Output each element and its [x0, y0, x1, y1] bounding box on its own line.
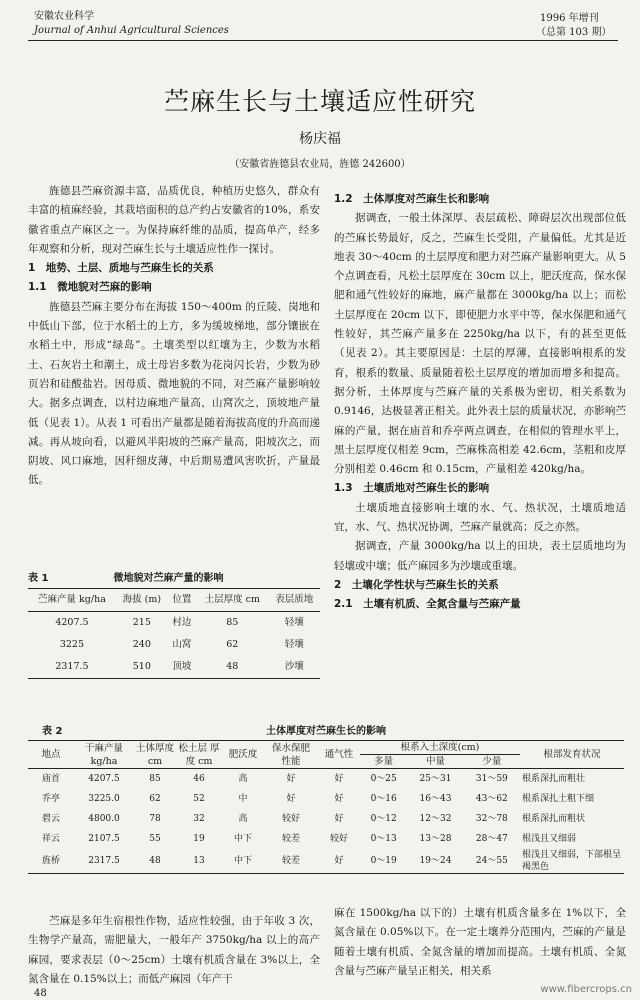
- section-1-3-paragraph-2: 据调查，产量 3000kg/ha 以上的田块，表土层质地均为轻壤或中壤；低产麻园多为沙壤或重壤。: [334, 540, 626, 572]
- section-1-2-paragraph: 据调查，一般土体深厚、表层疏松、障碍层次出现部位低的苎麻长势最好，反之，苎麻生长受阻，产量偏低。尤其是近地表 30～40cm 的土层厚度和肥力对苎麻产量影响更大。从 5 个点调查看，凡松土层厚度在 30cm 以上，肥沃度高，保水保肥和通气性较好的麻地，麻产量都在 3000kg/ha 以上；而松土层厚度在 20cm 以下，即使肥力水平中等，保水保肥和通气性较好，其苎麻产量多在 2250kg/ha 以下，有的甚至更低（见表 2）。其主要原因是：土层的厚薄，直接影响根系的发育，根系的数量、质量随着松土层厚度的增加而增多和提高。据分析，土体厚度与苎麻产量的关系极为密切，相关系数为 0.9146，达极显著正相关。此外表土层的质量状况，亦影响苎麻的产量，据在庙首和乔亭两点调查，在相似的管理水平上，黑土层厚度仅相差 9cm，苎麻株高相差 42.6cm，茎粗和皮厚分别相差 0.46cm 和 0.15cm，产量相差 420kg/ha。: [334, 212, 626, 476]
- table-1-caption-row: [28, 566, 320, 585]
- bottom-left-paragraph: 苎麻是多年生宿根性作物，适应性较强，由于年收 3 次，生物学产量高，需肥量大，一般年产 3750kg/ha 以上的高产麻园，要求表层（0～25cm）土壤有机质含量在 3%以上，全氮含量在 0.15%以上；而低产麻园（年产干: [28, 915, 320, 985]
- journal-name-en: Journal of Anhui Agricultural Sciences: [34, 25, 229, 36]
- table-cell: 轻壤: [284, 639, 304, 650]
- table-1-header-row: [28, 589, 320, 612]
- table-cell: 高: [238, 814, 248, 824]
- article-author: 杨庆福: [299, 131, 341, 147]
- table-2-header: 通气性: [324, 749, 354, 760]
- table-1-header: 海拔 (m): [122, 594, 162, 605]
- table-cell: 16～43: [419, 794, 452, 804]
- section-1-1-heading: 1.1 微地貌对苎麻的影响: [28, 281, 152, 294]
- article-affiliation: （安徽省旌德县农业局，旌德 242600）: [229, 159, 411, 170]
- table-2-header: 根系入土深度(cm): [360, 741, 520, 755]
- table-cell: 240: [132, 639, 151, 650]
- table-cell: 好: [334, 794, 344, 804]
- table-cell: 55: [149, 834, 161, 844]
- table-cell: 78: [149, 814, 161, 824]
- table-cell: 85: [149, 774, 161, 784]
- header-rule: [28, 40, 618, 41]
- table-cell: 510: [132, 661, 151, 672]
- table-cell: 19: [193, 834, 205, 844]
- table-1-grid: [28, 588, 320, 679]
- table-cell: 31～59: [475, 774, 508, 784]
- section-1-3-paragraph-1: 土壤质地直接影响土壤的水、气、热状况，土壤质地适宜，水、气、热状况协调，苎麻产量就高；反之亦然。: [334, 501, 626, 534]
- table-cell: 13: [193, 856, 205, 866]
- table-cell: 高: [238, 774, 248, 784]
- table-2-subheader: 少量: [482, 756, 502, 767]
- table-2-header: 根部发育状况: [543, 749, 601, 760]
- table-cell: 中下: [233, 856, 252, 866]
- table-row: [28, 634, 320, 656]
- table-cell: 沙壤: [284, 661, 304, 672]
- table-cell: 根浅且又细弱，下部根呈褐黑色: [522, 850, 622, 872]
- table-1: [28, 566, 320, 679]
- table-row: [28, 612, 320, 635]
- table-cell: 62: [226, 639, 239, 650]
- table-2-header: 干麻产量 kg/ha: [84, 742, 123, 767]
- table-cell: 碧云: [41, 814, 60, 824]
- table-cell: 3225: [59, 639, 85, 650]
- table-cell: 52: [193, 794, 205, 804]
- table-cell: 19～24: [419, 856, 452, 866]
- table-cell: 好: [334, 856, 344, 866]
- table-cell: 4207.5: [88, 774, 120, 784]
- table-cell: 好: [286, 774, 296, 784]
- table-cell: 24～55: [475, 856, 508, 866]
- table-2-header: 土体厚度 cm: [136, 742, 175, 767]
- table-cell: 46: [193, 774, 205, 784]
- intro-paragraph: 旌德县苎麻资源丰富，品质优良，种植历史悠久，群众有丰富的植麻经验，其栽培面积的总产约占安徽省的10%，系安徽省重点产麻区之一。为保持麻纤维的品质，提高单产，经多年观察和分析，现对苎麻生长与土壤适应性作一探讨。: [28, 185, 320, 255]
- issue-label: 1996 年增刊: [540, 13, 599, 24]
- table-cell: 28～47: [475, 834, 508, 844]
- page-number: 48: [34, 988, 47, 999]
- table-cell: 顶坡: [172, 661, 192, 672]
- table-2-grid: [28, 740, 624, 874]
- table-2-header: 保水保肥 性能: [271, 742, 310, 767]
- table-2: [28, 722, 624, 874]
- table-2-header-row: [28, 741, 624, 755]
- table-1-header: 苎麻产量 kg/ha: [38, 594, 106, 605]
- left-column: [28, 182, 320, 491]
- journal-name-cn: 安徽农业科学: [34, 11, 94, 22]
- table-1-header: 表层质地: [275, 594, 314, 605]
- table-2-header: 肥沃度: [228, 749, 258, 760]
- section-1-1-paragraph: 旌德县苎麻主要分布在海拔 150～400m 的丘陵、岗地和中低山下部，位于水稻土的上方，多为缓坡梯地，部分镶嵌在水稻土中，形成“绿岛”。土壤类型以红壤为主，少数为水稻土、石灰岩土和潮土，成土母岩多数为花岗闪长岩，少数为砂页岩和硅酸盐岩。因母质、微地貌的不同，对苎麻产量影响较大。据多点调查，以村边麻地产量高，山窝次之，顶坡地产量低（见表 1）。从表 1 可看出产量都是随着海拔高度的升高而递减。再从坡向看，以避风半阳坡的苎麻产量高，阳坡次之，而阴坡、风口麻地，因秆细皮薄，中后期易遭风害吹折，产量最低。: [28, 300, 320, 487]
- table-cell: 山窝: [172, 639, 192, 650]
- right-column: [334, 190, 626, 615]
- table-cell: 13～28: [419, 834, 452, 844]
- watermark: www.fibercrops.cn: [540, 984, 632, 995]
- table-cell: 乔亭: [41, 794, 60, 804]
- table-1-number: 表 1: [28, 573, 49, 584]
- table-cell: 根系深扎土粗下细: [522, 794, 595, 804]
- table-1-header: 位置: [172, 594, 192, 605]
- table-cell: 轻壤: [284, 617, 304, 628]
- table-cell: 0～25: [370, 774, 397, 784]
- bottom-right-paragraph: 麻在 1500kg/ha 以下的）土壤有机质含量多在 1%以下，全氮含量在 0.05%以下。在一定土壤养分范围内，苎麻的产量是随着土壤有机质、全氮含量的增加而提高。土壤有机质、全氮含量与苎麻产量呈正相关，相关系: [334, 907, 626, 977]
- table-cell: 较好: [329, 834, 348, 844]
- section-2-1-heading: 2.1 土壤有机质、全氮含量与苎麻产量: [334, 598, 521, 611]
- table-row: [28, 789, 624, 809]
- section-1-heading: 1 地势、土层、质地与苎麻生长的关系: [28, 262, 214, 275]
- table-cell: 3225.0: [88, 794, 120, 804]
- table-2-number: 表 2: [42, 726, 63, 737]
- table-2-header: 松土层 厚度 cm: [178, 742, 220, 767]
- table-cell: 4800.0: [88, 814, 120, 824]
- table-cell: 庙首: [41, 774, 60, 784]
- bottom-right-column: [334, 904, 626, 981]
- table-cell: 村边: [172, 617, 192, 628]
- table-cell: 48: [149, 856, 161, 866]
- table-cell: 2317.5: [55, 661, 89, 672]
- table-cell: 根浅且又细弱: [522, 834, 577, 844]
- table-2-caption: 土体厚度对苎麻生长的影响: [266, 726, 386, 737]
- article-title: 苎麻生长与土壤适应性研究: [163, 87, 476, 116]
- table-cell: 较好: [281, 814, 300, 824]
- total-issue-label: （总第 103 期）: [536, 27, 612, 38]
- table-cell: 12～32: [419, 814, 452, 824]
- table-2-subheader: 中量: [425, 756, 445, 767]
- section-1-3-heading: 1.3 土壤质地对苎麻生长的影响: [334, 482, 490, 495]
- table-cell: 2317.5: [88, 856, 120, 866]
- table-cell: 62: [149, 794, 161, 804]
- table-cell: 祥云: [41, 834, 60, 844]
- table-cell: 215: [132, 617, 151, 628]
- table-cell: 32: [193, 814, 205, 824]
- table-row: [28, 849, 624, 874]
- table-row: [28, 656, 320, 679]
- table-cell: 好: [334, 774, 344, 784]
- table-cell: 2107.5: [88, 834, 120, 844]
- section-2-heading: 2 土壤化学性状与苎麻生长的关系: [334, 578, 499, 591]
- table-cell: 根系深扎而粗状: [522, 814, 586, 824]
- table-cell: 中: [238, 794, 248, 804]
- table-row: [28, 829, 624, 849]
- table-cell: 43～62: [475, 794, 508, 804]
- section-1-2-heading: 1.2 土体厚度对苎麻生长和影响: [334, 193, 490, 205]
- table-1-header: 土层厚度 cm: [204, 594, 260, 605]
- table-cell: 0～19: [370, 856, 397, 866]
- table-cell: 好: [286, 794, 296, 804]
- table-row: [28, 809, 624, 829]
- table-1-caption: 微地貌对苎麻产量的影响: [113, 573, 224, 584]
- table-2-subheader: 多量: [374, 756, 394, 767]
- table-cell: 0～12: [370, 814, 397, 824]
- table-cell: 0～16: [370, 794, 397, 804]
- table-cell: 较差: [281, 834, 300, 844]
- table-2-caption-row: [28, 722, 624, 738]
- table-cell: 旌桥: [41, 856, 60, 866]
- table-row: [28, 769, 624, 790]
- table-cell: 4207.5: [55, 617, 89, 628]
- table-cell: 48: [226, 661, 239, 672]
- table-cell: 好: [334, 814, 344, 824]
- table-cell: 较差: [281, 856, 300, 866]
- table-cell: 85: [226, 617, 239, 628]
- table-2-header: 地点: [41, 749, 61, 760]
- table-cell: 32～78: [475, 814, 508, 824]
- table-cell: 0～13: [370, 834, 397, 844]
- table-cell: 中下: [233, 834, 252, 844]
- bottom-left-column: [28, 912, 320, 989]
- table-cell: 25～31: [419, 774, 452, 784]
- table-cell: 根系深扎而粗壮: [522, 774, 586, 784]
